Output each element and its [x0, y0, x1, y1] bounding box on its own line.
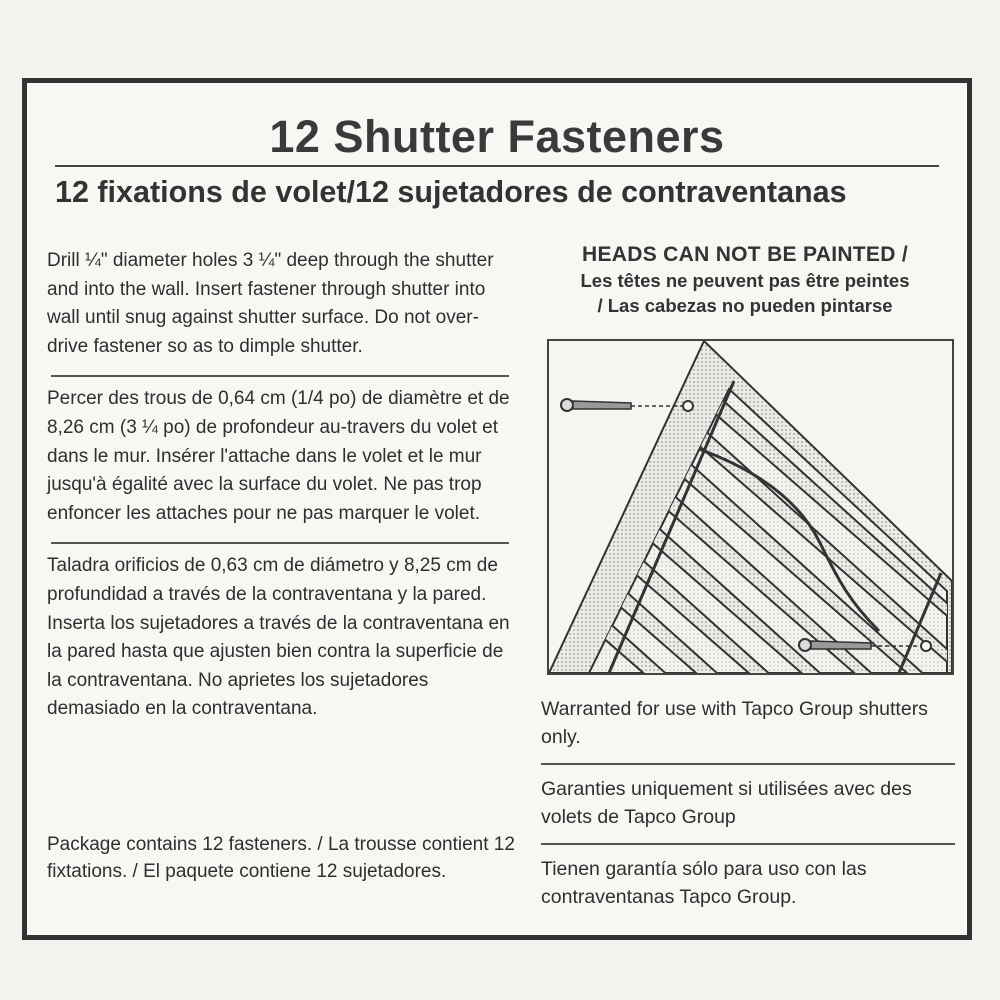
warranty-section — [541, 695, 961, 911]
warranty-divider — [541, 843, 955, 845]
warranty-french: Garanties uniquement si utilisées avec des volets de Tapco Group — [541, 778, 912, 828]
instructions-spanish: Taladra orificios de 0,63 cm de diámetro y 8,25 cm de profundidad a través de la contraventana y la pared. Inserta los sujetadores a través de la contraventana en la pared hasta que ajusten bien contra la superficie de la contraventana. No aprietes los sujetadores demasiado en la contraventana. — [47, 555, 510, 720]
instructions-divider — [51, 375, 509, 377]
instructions-column — [47, 247, 517, 724]
heads-warning-english: HEADS CAN NOT BE PAINTED / — [582, 243, 908, 266]
heads-warning-spanish: / Las cabezas no pueden pintarse — [597, 295, 893, 316]
heads-warning — [535, 243, 955, 317]
label-subtitle: 12 fixations de volet/12 sujetadores de contraventanas — [55, 175, 847, 209]
shutter-with-fasteners-illustration — [547, 339, 954, 675]
warranty-spanish: Tienen garantía sólo para uso con las contraventanas Tapco Group. — [541, 858, 867, 908]
heads-warning-french: Les têtes ne peuvent pas être peintes — [580, 270, 910, 291]
warranty-english: Warranted for use with Tapco Group shutters only. — [541, 698, 928, 748]
warranty-divider — [541, 763, 955, 765]
instructions-french: Percer des trous de 0,64 cm (1/4 po) de diamètre et de 8,26 cm (3 ¼ po) de profondeur au-travers du volet et dans le mur. Insérer l'attache dans le volet et le mur jusqu'à égalité avec la surface du volet. Ne pas trop enfoncer les attaches pour ne pas marquer le volet. — [47, 388, 510, 524]
instructions-divider — [51, 542, 509, 544]
title-divider — [55, 165, 939, 167]
instructions-english: Drill ¼" diameter holes 3 ¼" deep through the shutter and into the wall. Insert fastener through shutter into wall until snug against shutter surface. Do not over-drive fastener so as to dimple shutter. — [47, 250, 494, 357]
product-label — [22, 78, 972, 940]
label-title: 12 Shutter Fasteners — [269, 111, 725, 162]
package-contents: Package contains 12 fasteners. / La trousse contient 12 fixtations. / El paquete contiene 12 sujetadores. — [47, 834, 515, 882]
